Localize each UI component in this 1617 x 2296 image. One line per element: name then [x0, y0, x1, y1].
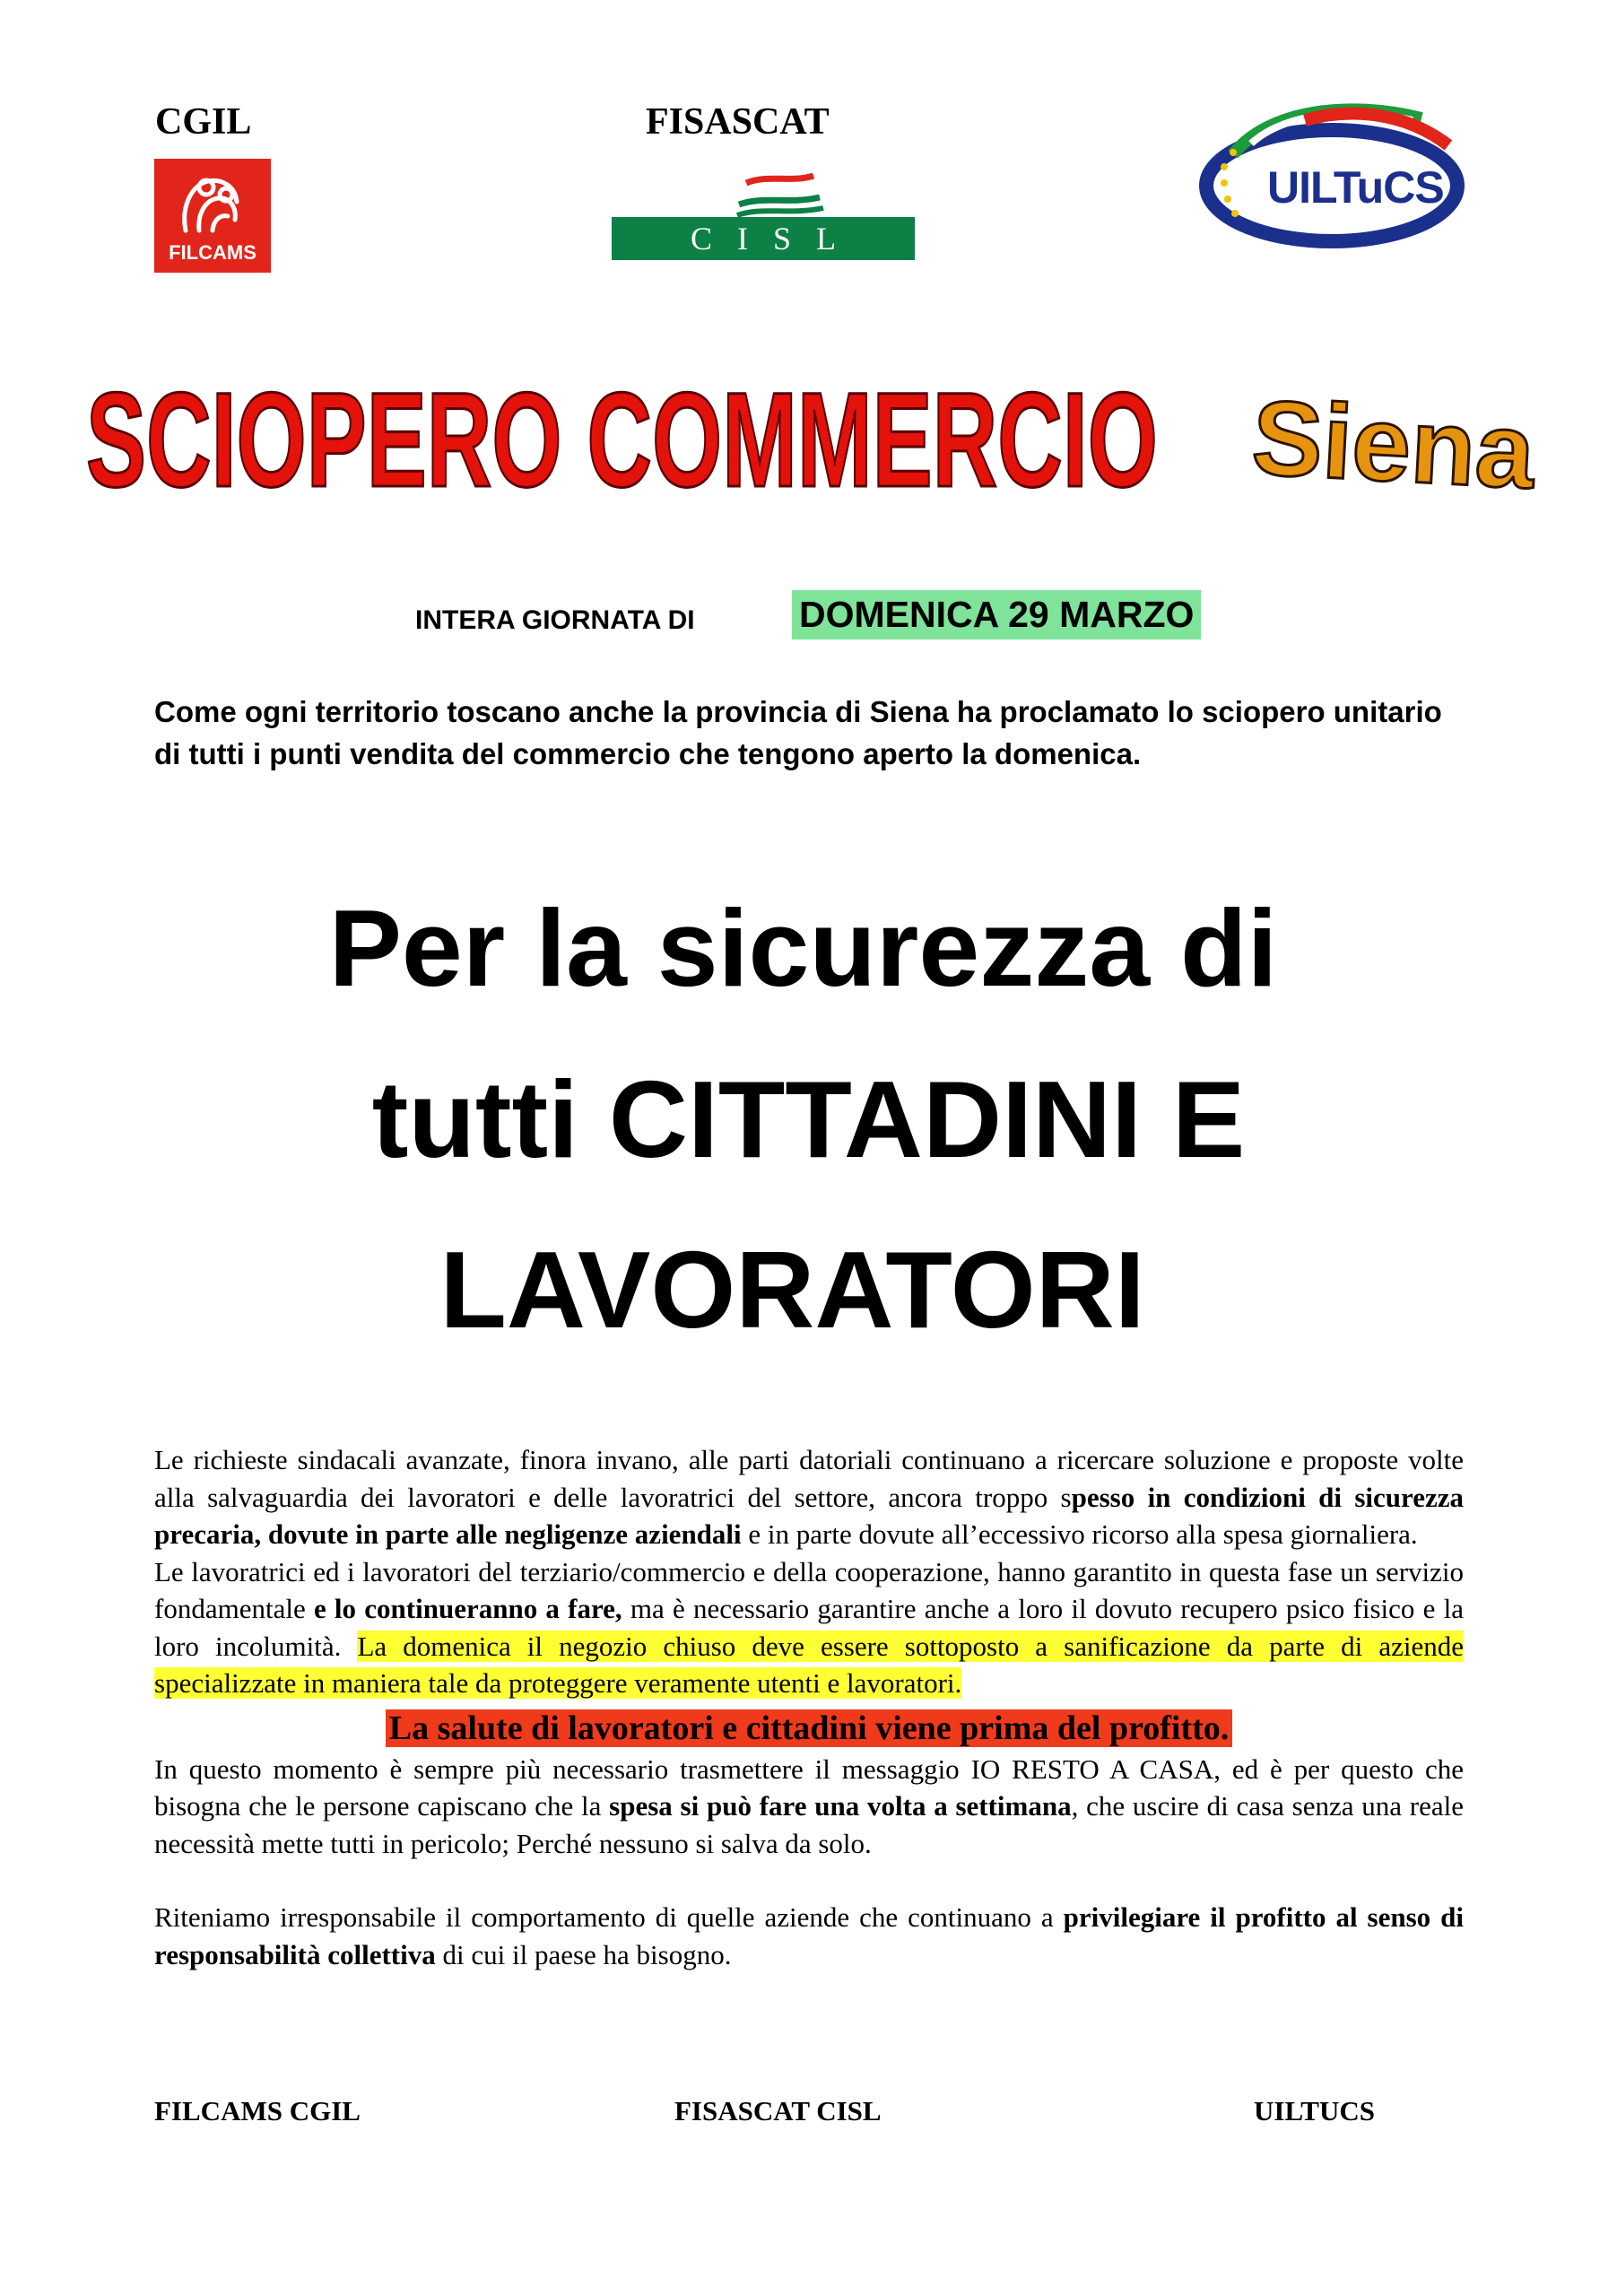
profit-statement — [154, 1708, 1464, 1749]
cisl-flag-wave-icon — [612, 170, 915, 217]
p3-text-bold: spesa si può fare una volta a settimana — [609, 1790, 1072, 1822]
cgil-heading: CGIL — [155, 101, 252, 143]
title-text: SCIOPERO COMMERCIO — [86, 364, 1158, 515]
intro-paragraph: Come ogni territorio toscano anche la provincia di Siena ha proclamato lo sciopero unitario di tutti i punti vendita del commercio che tengono aperto la domenica. — [154, 695, 1442, 770]
slogan-line-3: LAVORATORI — [439, 1229, 1145, 1351]
filcams-figures-icon — [172, 168, 253, 239]
date-label: INTERA GIORNATA DI — [415, 605, 695, 635]
paragraph-spacer — [154, 1862, 1464, 1899]
footer-filcams-cgil: FILCAMS CGIL — [154, 2095, 361, 2126]
p4-text-bold: privilegiare il profitto al senso di responsabilità collettiva — [154, 1901, 1465, 1970]
footer-fisascat-cisl: FISASCAT CISL — [674, 2095, 882, 2126]
profit-statement-text: La salute di lavoratori e cittadini viene prima del profitto. — [386, 1709, 1233, 1747]
p2-text-bold: e lo continueranno a fare, — [313, 1593, 622, 1624]
p1-text-c: e in parte dovute all’eccessivo ricorso alla spesa giornaliera. — [741, 1518, 1418, 1550]
uiltucs-logo — [1197, 100, 1475, 257]
p3-text-a: In questo momento è sempre più necessario trasmettere il messaggio IO RESTO A CASA, ed è per questo che bisogna che le persone capiscano che la — [154, 1752, 1464, 1822]
filcams-logo-text: FILCAMS — [169, 241, 256, 264]
cisl-name-box — [612, 217, 915, 260]
fisascat-heading: FISASCAT — [646, 101, 830, 143]
body-text — [154, 1441, 1464, 1973]
p1-text-a: Le richieste sindacali avanzate, finora invano, alle parti datoriali continuano a ricercare soluzione e proposte volte alla salvaguardia dei lavoratori e delle lavoratrici del settore, ancora troppo s — [154, 1444, 1464, 1513]
body-paragraph-1 — [154, 1441, 1464, 1553]
cisl-logo-text: CISL — [690, 221, 861, 257]
sanitization-highlight: La domenica il negozio chiuso deve essere sottoposto a sanificazione da parte di aziende specializzate in maniera tale da proteggere veramente utenti e lavoratori. — [154, 1630, 1464, 1699]
filcams-logo — [154, 159, 271, 273]
date-value: DOMENICA 29 MARZO — [792, 590, 1201, 639]
body-paragraph-2 — [154, 1553, 1464, 1702]
p4-text-a: Riteniamo irresponsabile il comportamento di quelle aziende che continuano a — [154, 1901, 1064, 1933]
p2-text-a: Le lavoratrici ed i lavoratori del terziario/commercio e della cooperazione, hanno garantito in questa fase un servizio fondamentale — [154, 1555, 1464, 1624]
p4-text-c: di cui il paese ha bisogno. — [435, 1938, 732, 1970]
footer-uiltucs: UILTUCS — [1254, 2095, 1375, 2126]
slogan-line-2: tutti CITTADINI E — [371, 1058, 1246, 1180]
cisl-logo — [612, 170, 915, 260]
body-paragraph-4 — [154, 1899, 1464, 1973]
slogan-line-1: Per la sicurezza di — [328, 887, 1278, 1009]
uiltucs-logo-text: UILTuCS — [1267, 162, 1444, 213]
p1-text-bold: pesso in condizioni di sicurezza precaria, dovute in parte alle negligenze aziendali — [154, 1481, 1464, 1550]
p3-text-c: , che uscire di casa senza una reale necessità mette tutti in pericolo; Perché nessuno si salva da solo. — [154, 1790, 1464, 1859]
p2-text-c: ma è necessario garantire anche a loro il dovuto recupero psico fisico e la loro incolumità. — [154, 1593, 1464, 1662]
body-paragraph-3 — [154, 1751, 1464, 1863]
city-name: Siena — [1248, 378, 1538, 512]
page-title — [86, 350, 1207, 529]
